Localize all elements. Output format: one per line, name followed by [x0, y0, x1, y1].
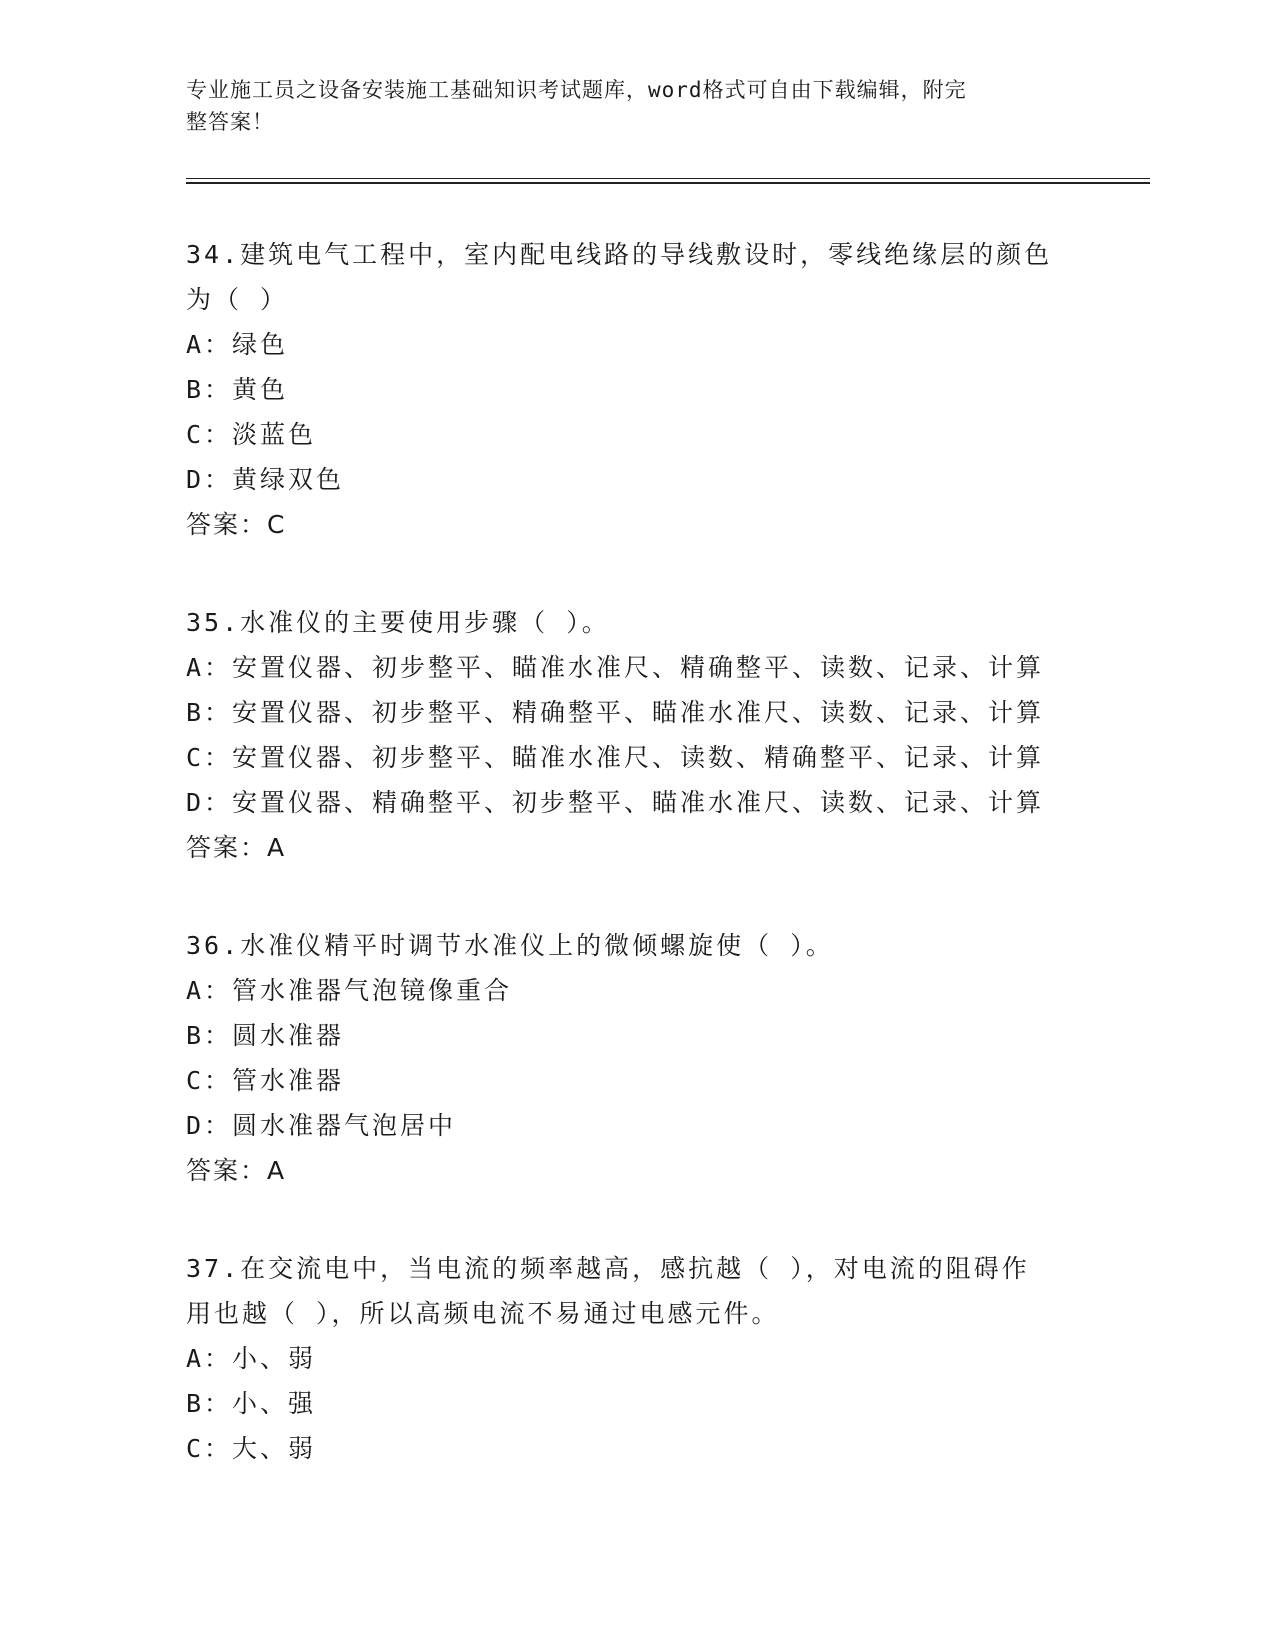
option-b: B：黄色 — [186, 375, 289, 404]
option-b: B：安置仪器、初步整平、精确整平、瞄准水准尺、读数、记录、计算 — [186, 698, 1045, 727]
question-stem-line: 34.建筑电气工程中，室内配电线路的导线敷设时，零线绝缘层的颜色 — [186, 240, 1053, 269]
header-divider-top — [186, 178, 1150, 179]
question-stem-line: 用也越（ ），所以高频电流不易通过电感元件。 — [186, 1299, 780, 1328]
option-b: B：小、强 — [186, 1389, 317, 1418]
question-stem-line: 为（ ） — [186, 285, 289, 314]
option-a: A：安置仪器、初步整平、瞄准水准尺、精确整平、读数、记录、计算 — [186, 653, 1045, 682]
answer-line: 答案：A — [186, 1156, 287, 1185]
header-line-2: 整答案！ — [186, 110, 274, 134]
question-34 — [186, 232, 1086, 547]
option-d: D：安置仪器、精确整平、初步整平、瞄准水准尺、读数、记录、计算 — [186, 788, 1045, 817]
header-line-1: 专业施工员之设备安装施工基础知识考试题库，word格式可自由下载编辑，附完 — [186, 78, 967, 102]
answer-line: 答案：C — [186, 510, 287, 539]
option-a: A：绿色 — [186, 330, 289, 359]
question-37 — [186, 1246, 1086, 1471]
question-36 — [186, 923, 1086, 1193]
question-stem-line: 36.水准仪精平时调节水准仪上的微倾螺旋使（ ）。 — [186, 931, 834, 960]
option-a: A：管水准器气泡镜像重合 — [186, 976, 513, 1005]
option-d: D：圆水准器气泡居中 — [186, 1111, 457, 1140]
option-c: C：大、弱 — [186, 1434, 317, 1463]
option-d: D：黄绿双色 — [186, 465, 345, 494]
question-list — [186, 232, 1086, 1524]
document-header — [186, 74, 1066, 138]
question-35 — [186, 600, 1086, 870]
option-b: B：圆水准器 — [186, 1021, 345, 1050]
header-divider-bottom — [186, 182, 1150, 184]
option-c: C：管水准器 — [186, 1066, 345, 1095]
option-a: A：小、弱 — [186, 1344, 317, 1373]
question-stem-line: 37.在交流电中，当电流的频率越高，感抗越（ ），对电流的阻碍作 — [186, 1254, 1030, 1283]
question-stem-line: 35.水准仪的主要使用步骤（ ）。 — [186, 608, 610, 637]
answer-line: 答案：A — [186, 833, 287, 862]
option-c: C：安置仪器、初步整平、瞄准水准尺、读数、精确整平、记录、计算 — [186, 743, 1045, 772]
option-c: C：淡蓝色 — [186, 420, 317, 449]
